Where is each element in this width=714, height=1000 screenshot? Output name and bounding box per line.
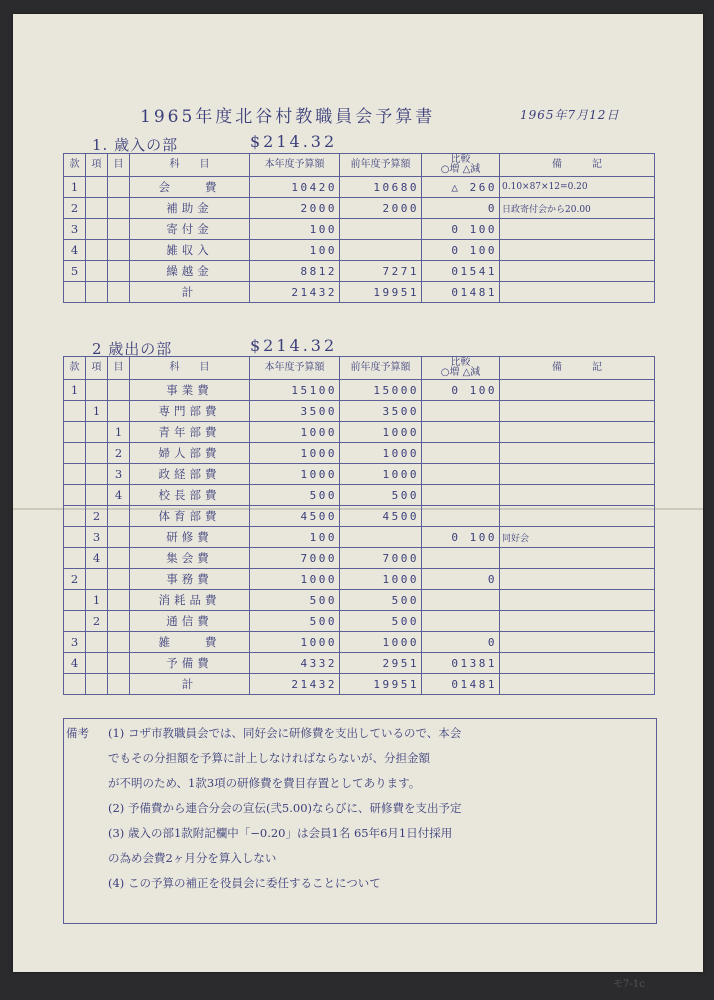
cell-compare xyxy=(422,485,500,506)
income-heading: 1. 歳入の部 xyxy=(92,136,179,154)
cell-kou xyxy=(86,380,108,401)
cell-empty xyxy=(500,282,655,303)
cell-moku xyxy=(108,261,130,282)
cell-this-year: 1000 xyxy=(250,464,340,485)
cell-kou xyxy=(86,485,108,506)
cell-empty xyxy=(86,674,108,695)
cell-kan xyxy=(64,527,86,548)
document-date: 1965年7月12日 xyxy=(520,108,620,122)
cell-moku xyxy=(108,177,130,198)
cell-total-last-year: 19951 xyxy=(340,674,422,695)
cell-remarks xyxy=(500,261,655,282)
cell-remarks xyxy=(500,401,655,422)
cell-remarks xyxy=(500,464,655,485)
cell-kou xyxy=(86,653,108,674)
total-row xyxy=(64,282,655,303)
cell-this-year: 1000 xyxy=(250,569,340,590)
cell-compare xyxy=(422,422,500,443)
cell-moku xyxy=(108,240,130,261)
cell-kou xyxy=(86,632,108,653)
header-inc-dec: ○増 △減 xyxy=(440,367,481,378)
cell-moku: 2 xyxy=(108,443,130,464)
cell-compare xyxy=(422,548,500,569)
cell-kou: 3 xyxy=(86,527,108,548)
cell-item: 青年部費 xyxy=(130,422,250,443)
cell-kan: 1 xyxy=(64,177,86,198)
note-line: (3) 歳入の部1款附記欄中「−0.20」は会員1名 65年6月1日付採用 xyxy=(108,826,453,840)
cell-moku xyxy=(108,548,130,569)
table-row xyxy=(64,485,655,506)
cell-empty xyxy=(500,674,655,695)
archive-tag: モ7-1c xyxy=(613,979,645,990)
cell-remarks xyxy=(500,632,655,653)
header-kan: 款 xyxy=(64,357,86,380)
cell-remarks xyxy=(500,485,655,506)
header-this-year: 本年度予算額 xyxy=(250,154,340,177)
cell-item: 政経部費 xyxy=(130,464,250,485)
cell-last-year: 1000 xyxy=(340,464,422,485)
cell-moku: 4 xyxy=(108,485,130,506)
cell-moku xyxy=(108,653,130,674)
cell-remarks: 同好会 xyxy=(500,527,655,548)
cell-kan: 1 xyxy=(64,380,86,401)
cell-kan: 2 xyxy=(64,198,86,219)
cell-kou: 1 xyxy=(86,401,108,422)
header-last-year: 前年度予算額 xyxy=(340,357,422,380)
note-line: が不明のため、1款3項の研修費を費目存置としてあります。 xyxy=(108,776,421,790)
header-moku: 目 xyxy=(108,357,130,380)
cell-kou: 4 xyxy=(86,548,108,569)
cell-compare xyxy=(422,443,500,464)
cell-empty xyxy=(64,674,86,695)
cell-kan: 3 xyxy=(64,219,86,240)
cell-item: 消耗品費 xyxy=(130,590,250,611)
cell-item: 補助金 xyxy=(130,198,250,219)
notes-box xyxy=(63,718,657,924)
cell-compare: 01381 xyxy=(422,653,500,674)
cell-item: 会 費 xyxy=(130,177,250,198)
cell-remarks xyxy=(500,611,655,632)
cell-kan xyxy=(64,506,86,527)
expense-total-amount: $214.32 xyxy=(250,336,338,355)
cell-compare: 0 100 xyxy=(422,527,500,548)
cell-compare: 0 100 xyxy=(422,240,500,261)
cell-kan xyxy=(64,443,86,464)
note-line: (1) コザ市教職員会では、同好会に研修費を支出しているので、本会 xyxy=(108,726,462,740)
cell-kan: 4 xyxy=(64,240,86,261)
cell-moku xyxy=(108,380,130,401)
cell-empty xyxy=(108,674,130,695)
cell-remarks xyxy=(500,219,655,240)
table-row xyxy=(64,443,655,464)
cell-compare: 0 xyxy=(422,198,500,219)
cell-moku: 1 xyxy=(108,422,130,443)
header-kamoku: 科 目 xyxy=(130,154,250,177)
cell-kan: 2 xyxy=(64,569,86,590)
cell-compare xyxy=(422,506,500,527)
cell-compare: △ 260 xyxy=(422,177,500,198)
table-row xyxy=(64,219,655,240)
cell-kou xyxy=(86,464,108,485)
cell-kan xyxy=(64,464,86,485)
cell-last-year: 15000 xyxy=(340,380,422,401)
document-title: 1965年度北谷村教職員会予算書 xyxy=(140,107,436,127)
cell-kou: 2 xyxy=(86,611,108,632)
header-kou: 項 xyxy=(86,357,108,380)
cell-this-year: 500 xyxy=(250,611,340,632)
cell-this-year: 100 xyxy=(250,219,340,240)
cell-compare: 0 xyxy=(422,632,500,653)
expense-heading: 2 歳出の部 xyxy=(92,340,173,358)
cell-moku xyxy=(108,527,130,548)
cell-kan: 5 xyxy=(64,261,86,282)
income-total-amount: $214.32 xyxy=(250,132,338,151)
cell-last-year: 1000 xyxy=(340,569,422,590)
cell-last-year: 500 xyxy=(340,611,422,632)
cell-empty xyxy=(86,282,108,303)
note-line: (4) この予算の補正を役員会に委任することについて xyxy=(108,876,381,890)
cell-this-year: 2000 xyxy=(250,198,340,219)
cell-kou xyxy=(86,198,108,219)
cell-item: 雑 費 xyxy=(130,632,250,653)
cell-this-year: 1000 xyxy=(250,422,340,443)
cell-total-compare: 01481 xyxy=(422,282,500,303)
notes-label: 備考 xyxy=(66,726,89,740)
cell-kan xyxy=(64,548,86,569)
cell-last-year xyxy=(340,240,422,261)
income-table xyxy=(63,153,655,303)
header-kou: 項 xyxy=(86,154,108,177)
cell-remarks xyxy=(500,380,655,401)
cell-remarks xyxy=(500,443,655,464)
expense-table xyxy=(63,356,655,695)
table-row xyxy=(64,380,655,401)
cell-moku xyxy=(108,590,130,611)
cell-last-year: 2000 xyxy=(340,198,422,219)
cell-last-year: 1000 xyxy=(340,632,422,653)
cell-last-year xyxy=(340,219,422,240)
cell-item: 雑収入 xyxy=(130,240,250,261)
header-this-year: 本年度予算額 xyxy=(250,357,340,380)
header-compare-label: 比較 xyxy=(450,154,471,165)
cell-item: 予備費 xyxy=(130,653,250,674)
cell-item: 繰越金 xyxy=(130,261,250,282)
cell-kou xyxy=(86,177,108,198)
cell-this-year: 7000 xyxy=(250,548,340,569)
income-header-row xyxy=(64,154,655,177)
table-row xyxy=(64,422,655,443)
cell-item: 校長部費 xyxy=(130,485,250,506)
cell-empty xyxy=(108,282,130,303)
cell-item: 研修費 xyxy=(130,527,250,548)
cell-last-year: 10680 xyxy=(340,177,422,198)
cell-kan xyxy=(64,401,86,422)
cell-last-year: 500 xyxy=(340,485,422,506)
cell-total-this-year: 21432 xyxy=(250,282,340,303)
expense-header-row xyxy=(64,357,655,380)
table-row xyxy=(64,527,655,548)
table-row xyxy=(64,198,655,219)
table-row xyxy=(64,590,655,611)
cell-compare: 0 100 xyxy=(422,219,500,240)
cell-last-year xyxy=(340,527,422,548)
cell-remarks xyxy=(500,653,655,674)
cell-item: 寄付金 xyxy=(130,219,250,240)
cell-item: 事業費 xyxy=(130,380,250,401)
cell-moku xyxy=(108,569,130,590)
cell-remarks: 日政寄付会から20.00 xyxy=(500,198,655,219)
table-row xyxy=(64,632,655,653)
table-row xyxy=(64,506,655,527)
cell-compare xyxy=(422,590,500,611)
cell-compare: 0 xyxy=(422,569,500,590)
cell-kan: 3 xyxy=(64,632,86,653)
cell-this-year: 1000 xyxy=(250,632,340,653)
cell-kan xyxy=(64,422,86,443)
note-line: でもその分担額を予算に計上しなければならないが、分担金額 xyxy=(108,751,430,765)
header-inc-dec: ○増 △減 xyxy=(440,164,481,175)
cell-total-last-year: 19951 xyxy=(340,282,422,303)
header-remarks: 備 記 xyxy=(500,357,655,380)
cell-compare: 01541 xyxy=(422,261,500,282)
cell-last-year: 7000 xyxy=(340,548,422,569)
cell-remarks xyxy=(500,569,655,590)
table-row xyxy=(64,464,655,485)
table-row xyxy=(64,548,655,569)
cell-remarks xyxy=(500,548,655,569)
cell-item: 体育部費 xyxy=(130,506,250,527)
table-row xyxy=(64,177,655,198)
cell-total-label: 計 xyxy=(130,674,250,695)
cell-this-year: 15100 xyxy=(250,380,340,401)
cell-empty xyxy=(64,282,86,303)
cell-moku xyxy=(108,219,130,240)
cell-item: 通信費 xyxy=(130,611,250,632)
cell-this-year: 500 xyxy=(250,590,340,611)
cell-kou: 1 xyxy=(86,590,108,611)
table-row xyxy=(64,240,655,261)
cell-this-year: 3500 xyxy=(250,401,340,422)
table-row xyxy=(64,611,655,632)
cell-compare xyxy=(422,401,500,422)
cell-kan xyxy=(64,485,86,506)
cell-compare: 0 100 xyxy=(422,380,500,401)
cell-last-year: 2951 xyxy=(340,653,422,674)
header-compare-label: 比較 xyxy=(450,357,471,368)
cell-kou xyxy=(86,422,108,443)
cell-moku xyxy=(108,506,130,527)
header-last-year: 前年度予算額 xyxy=(340,154,422,177)
cell-last-year: 1000 xyxy=(340,422,422,443)
cell-item: 婦人部費 xyxy=(130,443,250,464)
cell-kan xyxy=(64,590,86,611)
cell-this-year: 10420 xyxy=(250,177,340,198)
cell-this-year: 4500 xyxy=(250,506,340,527)
cell-kou xyxy=(86,569,108,590)
cell-moku xyxy=(108,198,130,219)
cell-kou: 2 xyxy=(86,506,108,527)
table-row xyxy=(64,653,655,674)
cell-kou xyxy=(86,219,108,240)
header-compare xyxy=(422,154,500,177)
cell-remarks xyxy=(500,590,655,611)
cell-last-year: 4500 xyxy=(340,506,422,527)
cell-this-year: 8812 xyxy=(250,261,340,282)
header-moku: 目 xyxy=(108,154,130,177)
cell-compare xyxy=(422,464,500,485)
header-compare xyxy=(422,357,500,380)
cell-kou xyxy=(86,240,108,261)
cell-remarks xyxy=(500,422,655,443)
cell-total-this-year: 21432 xyxy=(250,674,340,695)
cell-moku xyxy=(108,401,130,422)
cell-total-compare: 01481 xyxy=(422,674,500,695)
cell-last-year: 500 xyxy=(340,590,422,611)
table-row xyxy=(64,569,655,590)
cell-compare xyxy=(422,611,500,632)
notes-body xyxy=(108,721,652,896)
cell-remarks xyxy=(500,240,655,261)
cell-this-year: 100 xyxy=(250,240,340,261)
table-row xyxy=(64,261,655,282)
cell-this-year: 4332 xyxy=(250,653,340,674)
header-kan: 款 xyxy=(64,154,86,177)
total-row xyxy=(64,674,655,695)
cell-item: 事務費 xyxy=(130,569,250,590)
header-remarks: 備 記 xyxy=(500,154,655,177)
cell-moku xyxy=(108,611,130,632)
note-line: (2) 予備費から連合分会の宣伝(弐5.00)ならびに、研修費を支出予定 xyxy=(108,801,462,815)
cell-kou xyxy=(86,261,108,282)
cell-item: 専門部費 xyxy=(130,401,250,422)
cell-this-year: 500 xyxy=(250,485,340,506)
cell-kan xyxy=(64,611,86,632)
cell-kan: 4 xyxy=(64,653,86,674)
cell-item: 集会費 xyxy=(130,548,250,569)
cell-last-year: 7271 xyxy=(340,261,422,282)
cell-last-year: 3500 xyxy=(340,401,422,422)
table-row xyxy=(64,401,655,422)
cell-kou xyxy=(86,443,108,464)
cell-last-year: 1000 xyxy=(340,443,422,464)
cell-remarks xyxy=(500,506,655,527)
cell-remarks: 0.10×87×12=0.20 xyxy=(500,177,655,198)
note-line: の為め会費2ヶ月分を算入しない xyxy=(108,851,277,865)
cell-total-label: 計 xyxy=(130,282,250,303)
cell-this-year: 1000 xyxy=(250,443,340,464)
header-kamoku: 科 目 xyxy=(130,357,250,380)
cell-moku xyxy=(108,632,130,653)
cell-this-year: 100 xyxy=(250,527,340,548)
cell-moku: 3 xyxy=(108,464,130,485)
